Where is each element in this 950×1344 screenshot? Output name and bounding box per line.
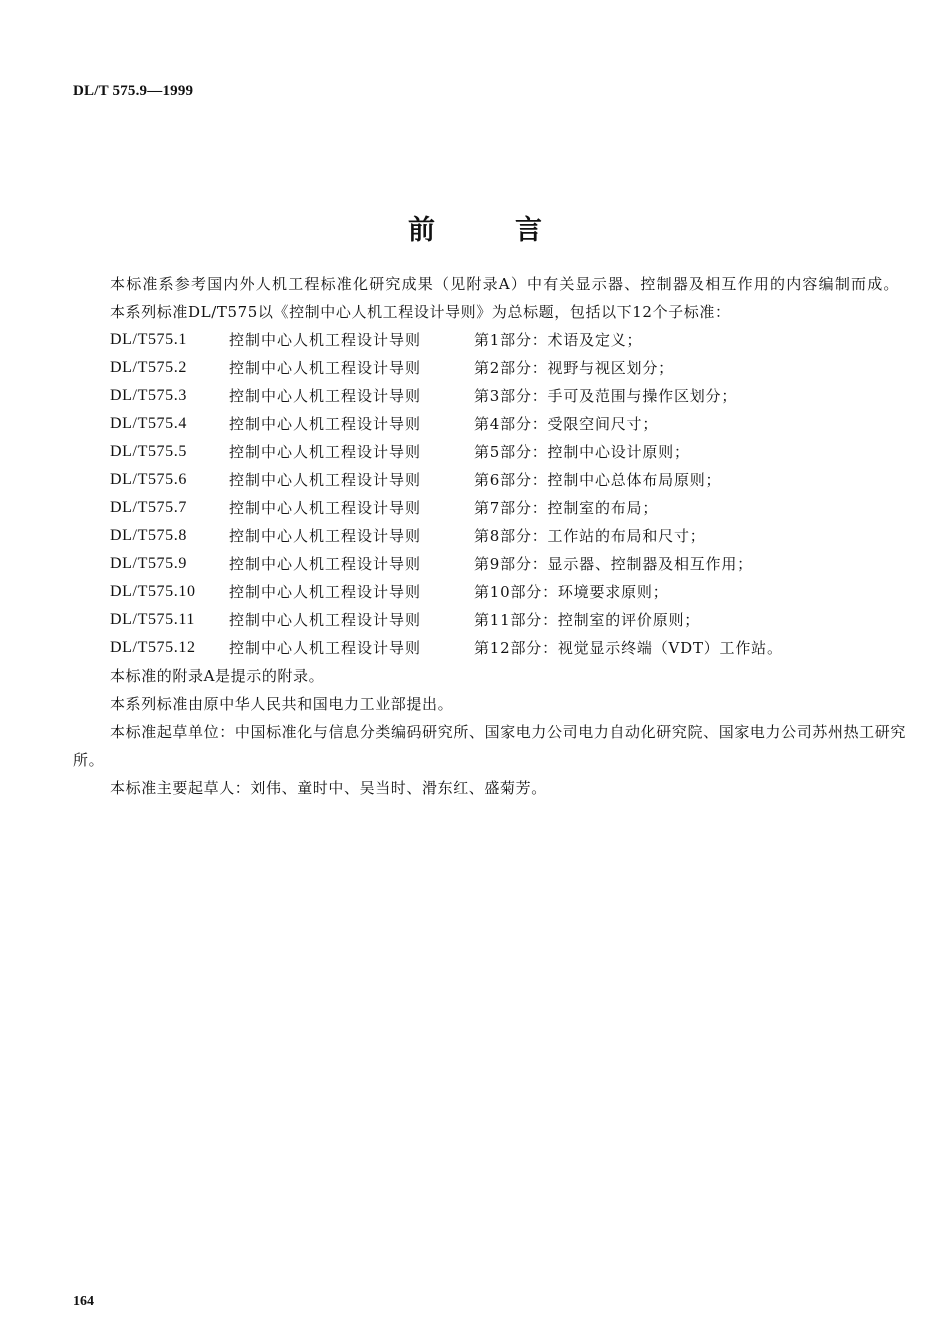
list-item — [73, 578, 906, 606]
standard-series: 控制中心人机工程设计导则 — [229, 471, 422, 489]
standard-part: 第1部分：术语及定义； — [474, 331, 643, 349]
standard-part: 第7部分：控制室的布局； — [474, 499, 659, 517]
standard-code: DL/T575.10 — [110, 583, 196, 600]
standard-series: 控制中心人机工程设计导则 — [229, 583, 422, 601]
list-item — [73, 634, 906, 662]
standard-series: 控制中心人机工程设计导则 — [229, 387, 422, 405]
sub-standard-list — [73, 326, 906, 662]
standard-series: 控制中心人机工程设计导则 — [229, 415, 422, 433]
standard-code: DL/T575.3 — [110, 387, 187, 404]
list-item — [73, 522, 906, 550]
list-item — [73, 494, 906, 522]
list-item — [73, 354, 906, 382]
standard-part: 第4部分：受限空间尺寸； — [474, 415, 659, 433]
standard-series: 控制中心人机工程设计导则 — [229, 555, 422, 573]
standard-part: 第11部分：控制室的评价原则； — [474, 611, 701, 629]
list-item — [73, 410, 906, 438]
standard-code: DL/T575.4 — [110, 415, 187, 432]
standard-code: DL/T575.6 — [110, 471, 187, 488]
standard-code: DL/T575.2 — [110, 359, 187, 376]
standard-series: 控制中心人机工程设计导则 — [229, 359, 422, 377]
list-item — [73, 466, 906, 494]
standard-series: 控制中心人机工程设计导则 — [229, 611, 422, 629]
list-item — [73, 606, 906, 634]
standard-series: 控制中心人机工程设计导则 — [229, 443, 422, 461]
standard-part: 第9部分：显示器、控制器及相互作用； — [474, 555, 753, 573]
document-code: DL/T 575.9—1999 — [73, 83, 194, 99]
standard-code: DL/T575.12 — [110, 639, 196, 656]
list-item — [73, 550, 906, 578]
standard-part: 第3部分：手可及范围与操作区划分； — [474, 387, 738, 405]
drafting-units: 本标准起草单位：中国标准化与信息分类编码研究所、国家电力公司电力自动化研究院、国家电力公司苏州热工研究所。 — [73, 723, 906, 769]
standard-part: 第6部分：控制中心总体布局原则； — [474, 471, 722, 489]
drafters: 本标准主要起草人：刘伟、童时中、吴当时、滑东红、盛菊芳。 — [110, 779, 547, 797]
standard-part: 第10部分：环境要求原则； — [474, 583, 669, 601]
list-item — [73, 438, 906, 466]
page-number: 164 — [73, 1294, 94, 1309]
preface-body — [73, 270, 906, 802]
title-char-1: 前 — [408, 215, 435, 246]
series-paragraph: 本系列标准DL/T575以《控制中心人机工程设计导则》为总标题，包括以下12个子标准： — [110, 303, 731, 321]
list-item — [73, 382, 906, 410]
standard-code: DL/T575.1 — [110, 331, 187, 348]
appendix-note: 本标准的附录A是提示的附录。 — [110, 667, 325, 685]
standard-code: DL/T575.8 — [110, 527, 187, 544]
standard-code: DL/T575.7 — [110, 499, 187, 516]
page-title — [0, 208, 950, 247]
standard-part: 第12部分：视觉显示终端（VDT）工作站。 — [474, 639, 783, 657]
standard-part: 第8部分：工作站的布局和尺寸； — [474, 527, 706, 545]
list-item — [73, 326, 906, 354]
proposer-note: 本系列标准由原中华人民共和国电力工业部提出。 — [110, 695, 454, 713]
standard-code: DL/T575.5 — [110, 443, 187, 460]
standard-series: 控制中心人机工程设计导则 — [229, 499, 422, 517]
title-spacer — [435, 208, 515, 247]
standard-part: 第5部分：控制中心设计原则； — [474, 443, 690, 461]
standard-series: 控制中心人机工程设计导则 — [229, 527, 422, 545]
standard-part: 第2部分：视野与视区划分； — [474, 359, 674, 377]
standard-series: 控制中心人机工程设计导则 — [229, 639, 422, 657]
standard-code: DL/T575.11 — [110, 611, 195, 628]
title-char-2: 言 — [515, 215, 542, 246]
standard-series: 控制中心人机工程设计导则 — [229, 331, 422, 349]
standard-code: DL/T575.9 — [110, 555, 187, 572]
intro-paragraph: 本标准系参考国内外人机工程标准化研究成果（见附录A）中有关显示器、控制器及相互作用的内容编制而成。 — [110, 275, 900, 293]
